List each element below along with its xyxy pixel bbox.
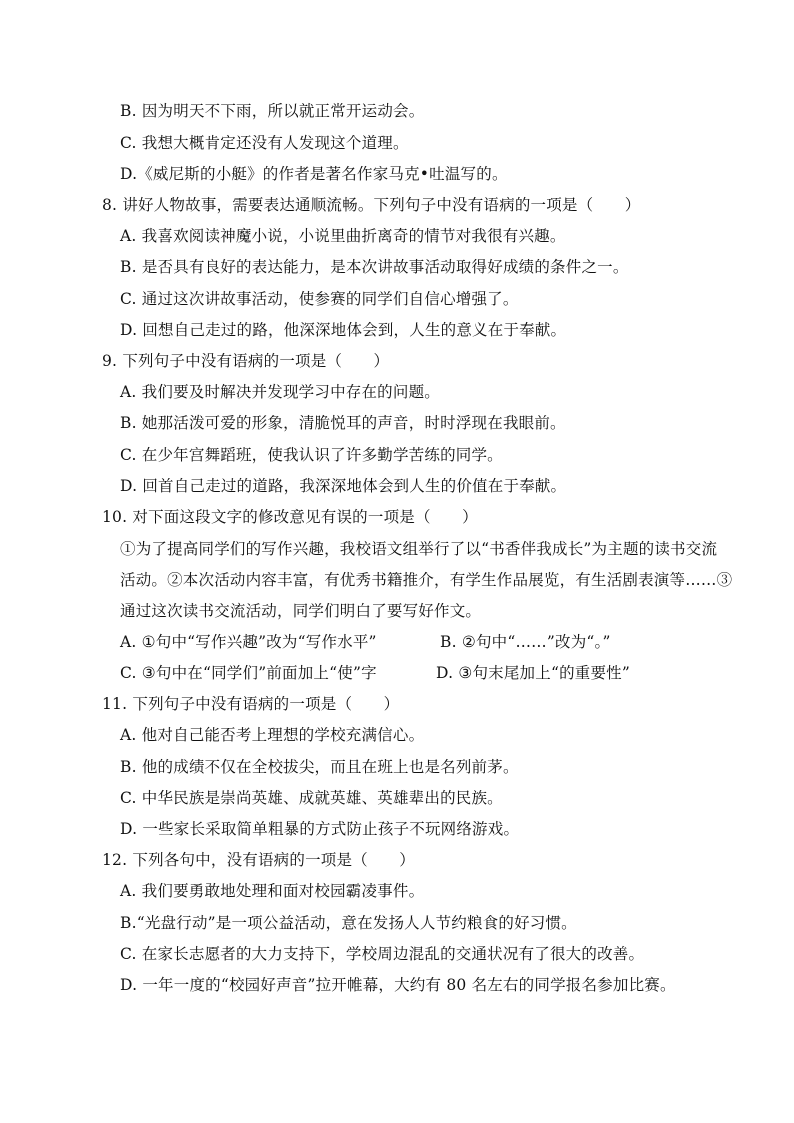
q8-stem: 8. 讲好人物故事，需要表达通顺流畅。下列句子中没有语病的一项是（ ）: [102, 196, 641, 214]
q10-option-a: A. ①句中“写作兴趣”改为“写作水平”: [120, 633, 377, 651]
q10-option-b: B. ②句中“……”改为“。”: [440, 633, 611, 651]
q9-option-a: A. 我们要及时解决并发现学习中存在的问题。: [120, 383, 440, 401]
q7-option-b: B. 因为明天不下雨，所以就正常开运动会。: [120, 102, 425, 120]
q8-option-b: B. 是否具有良好的表达能力，是本次讲故事活动取得好成绩的条件之一。: [120, 258, 629, 276]
q9-stem: 9. 下列句子中没有语病的一项是（ ）: [102, 352, 390, 370]
q11-option-b: B. 他的成绩不仅在全校拔尖，而且在班上也是名列前茅。: [120, 758, 519, 776]
q12-option-d: D. 一年一度的“校园好声音”拉开帷幕，大约有 80 名左右的同学报名参加比赛。: [120, 976, 676, 994]
q12-option-b: B.“光盘行动”是一项公益活动，意在发扬人人节约粮食的好习惯。: [120, 914, 577, 932]
q10-option-c: C. ③句中在“同学们”前面加上“使”字: [120, 664, 377, 682]
q9-option-b: B. 她那活泼可爱的形象，清脆悦耳的声音，时时浮现在我眼前。: [120, 414, 566, 432]
q11-stem: 11. 下列句子中没有语病的一项是（ ）: [102, 695, 400, 713]
q11-option-d: D. 一些家长采取简单粗暴的方式防止孩子不玩网络游戏。: [120, 820, 520, 838]
q8-option-c: C. 通过这次讲故事活动，使参赛的同学们自信心增强了。: [120, 290, 519, 308]
q12-stem: 12. 下列各句中，没有语病的一项是（ ）: [102, 851, 415, 869]
q12-option-c: C. 在家长志愿者的大力支持下，学校周边混乱的交通状况有了很大的改善。: [120, 945, 645, 963]
q8-option-a: A. 我喜欢阅读神魔小说，小说里曲折离奇的情节对我很有兴趣。: [120, 227, 566, 245]
q8-option-d: D. 回想自己走过的路，他深深地体会到，人生的意义在于奉献。: [120, 321, 567, 339]
q10-option-d: D. ③句末尾加上“的重要性”: [436, 664, 630, 682]
q7-option-d: D.《威尼斯的小艇》的作者是著名作家马克•吐温写的。: [120, 165, 508, 183]
q12-option-a: A. 我们要勇敢地处理和面对校园霸凌事件。: [120, 882, 425, 900]
q10-passage-line: 活动。②本次活动内容丰富，有优秀书籍推介，有学生作品展览，有生活剧表演等……③: [120, 571, 733, 589]
q7-option-c: C. 我想大概肯定还没有人发现这个道理。: [120, 134, 409, 152]
q9-option-d: D. 回首自己走过的道路，我深深地体会到人生的价值在于奉献。: [120, 477, 567, 495]
q10-stem: 10. 对下面这段文字的修改意见有误的一项是（ ）: [102, 508, 478, 526]
q10-passage-line: 通过这次读书交流活动，同学们明白了要写好作文。: [120, 602, 482, 620]
q9-option-c: C. 在少年宫舞蹈班，使我认识了许多勤学苦练的同学。: [120, 446, 503, 464]
q11-option-c: C. 中华民族是崇尚英雄、成就英雄、英雄辈出的民族。: [120, 789, 503, 807]
q11-option-a: A. 他对自己能否考上理想的学校充满信心。: [120, 726, 425, 744]
q10-passage-line: ①为了提高同学们的写作兴趣，我校语文组举行了以“书香伴我成长”为主题的读书交流: [120, 540, 718, 558]
